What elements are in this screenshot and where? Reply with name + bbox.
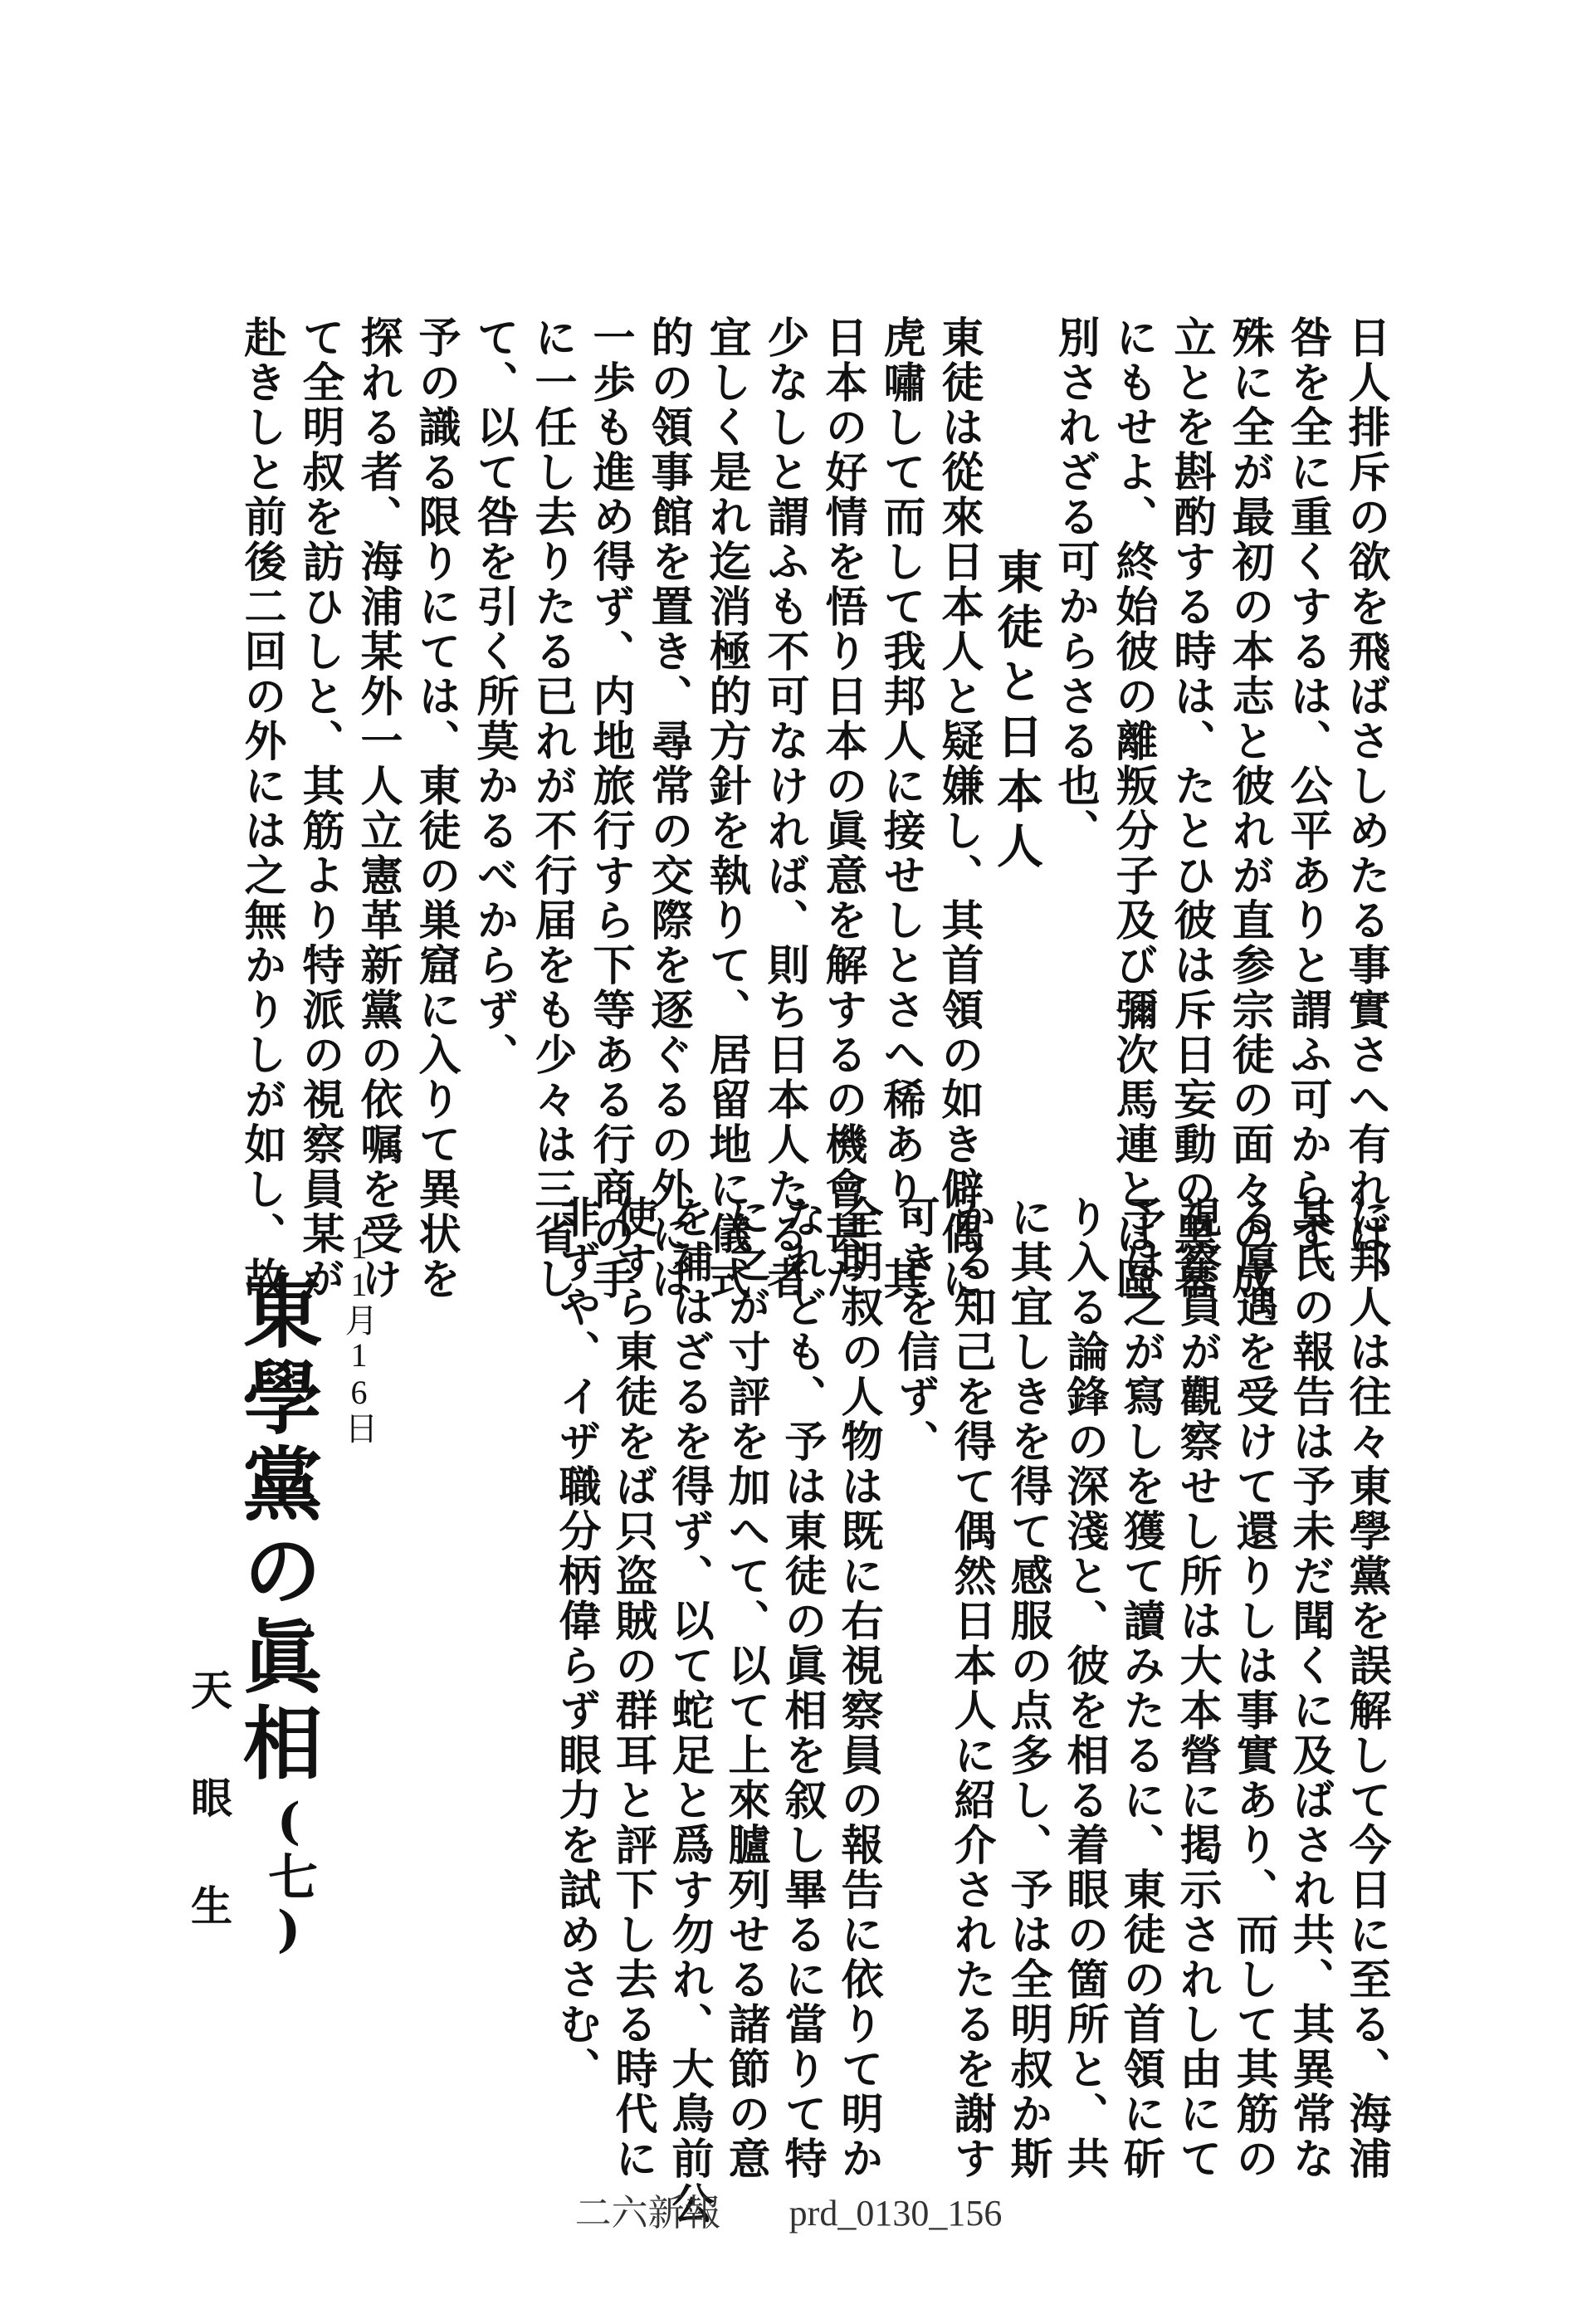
text-column: なれども、予は東徒の眞相を叙し畢るに當りて特 (777, 1195, 827, 2181)
text-column: 某氏の報告は予未だ聞くに及ばされ共、其異常な (1285, 1195, 1335, 2181)
text-column: て全明叔を訪ひしと、其筋より特派の視察員某が (295, 315, 344, 1301)
text-column: を補はざるを得ず、以て蛇足と爲す勿れ、大鳥前公 (664, 1195, 714, 2226)
document-id: prd_0130_156 (788, 2193, 1003, 2234)
text-column: に邦人は往々東學黨を誤解して今日に至る、海浦 (1341, 1195, 1391, 2181)
text-column: かる知己を得て偶然日本人に紹介されたるを謝す (946, 1195, 996, 2181)
text-column: 視察員が觀察せし所は大本營に掲示されし由にて (1172, 1195, 1222, 2181)
text-column: にもせよ、終始彼の離叛分子及び彌次馬連とは區 (1108, 315, 1158, 1301)
page-footer (0, 2183, 1577, 2236)
author-byline: 天眼生 (184, 1668, 233, 1992)
text-column: 立とを斟酌する時は、たとひ彼は斥日妄動の黒幕 (1166, 315, 1216, 1301)
section-subheading: 東徒と日本人 (989, 548, 1044, 876)
text-column: 全明叔の人物は既に右視察員の報告に依りて明か (833, 1195, 883, 2181)
text-column: 日本の好情を悟り日本の眞意を解するの機會甚だ (818, 315, 867, 1301)
text-column: 赴きしと前後二回の外には之無かりしが如し、故 (237, 315, 286, 1301)
text-column: 予は之が寫しを獲て讀みたるに、東徒の首領に斫 (1116, 1195, 1165, 2181)
publication-date: 11月16日 (340, 1228, 378, 1444)
article-title: 東學黨の眞相 (230, 1270, 324, 1788)
text-column: 別されざる可からさる也、 (1050, 315, 1100, 853)
text-column: 少なしと謂ふも不可なければ、則ち日本人たる者 (759, 315, 809, 1301)
article-upper-block (232, 315, 1394, 1301)
publication-name: 二六新報 (574, 2193, 721, 2234)
text-column: 探れる者、海浦某外一人立憲革新黨の依嘱を受け (353, 315, 403, 1301)
text-column: 日人排斥の欲を飛ばさしめたる事實さへ有れば、 (1340, 315, 1390, 1301)
text-column: に一任し去りたる已れが不行届をも少々は三省し (527, 315, 577, 1301)
text-column: 咎を全に重くするは、公平ありと謂ふ可からず、 (1282, 315, 1332, 1301)
text-column: り入る論鋒の深淺と、彼を相る着眼の箇所と、共 (1059, 1195, 1109, 2181)
text-column: に之が寸評を加へて、以て上來臚列せる諸節の意 (720, 1195, 770, 2181)
text-column: 殊に全が最初の本志と彼れが直参宗徒の面々の成 (1224, 315, 1274, 1301)
text-column: 非ずや、イザ職分柄偉らず眼力を試めさむ、 (551, 1195, 601, 2092)
text-column: 虎嘯して而して我邦人に接せしとさへ稀あり、其 (876, 315, 925, 1301)
text-column: 予の識る限りにては、東徒の巣窟に入りて異状を (411, 315, 461, 1301)
text-column: 使すら東徒をば只盗賊の群耳と評下し去る時代に (608, 1195, 657, 2181)
text-column: 的の領事館を置き、尋常の交際を逐ぐるの外には (643, 315, 693, 1301)
text-column: る厚遇を受けて還りしは事實あり、而して其筋の (1228, 1195, 1278, 2181)
text-column: に其宜しきを得て感服の点多し、予は全明叔か斯 (1003, 1195, 1052, 2181)
part-number: (七) (260, 1793, 318, 1959)
text-column: 可きを信ず、 (890, 1195, 940, 1464)
text-column: て、以て咎を引く所莫かるべからず、 (469, 315, 519, 1077)
text-column: 宜しく是れ迄消極的方針を執りて、居留地に儀式 (701, 315, 751, 1301)
text-column: 東徒は從來日本人と疑嫌し、其首領の如き僻偶に (934, 315, 984, 1301)
text-column: 一歩も進め得ず、内地旅行すら下等ある行商の手 (585, 315, 635, 1301)
